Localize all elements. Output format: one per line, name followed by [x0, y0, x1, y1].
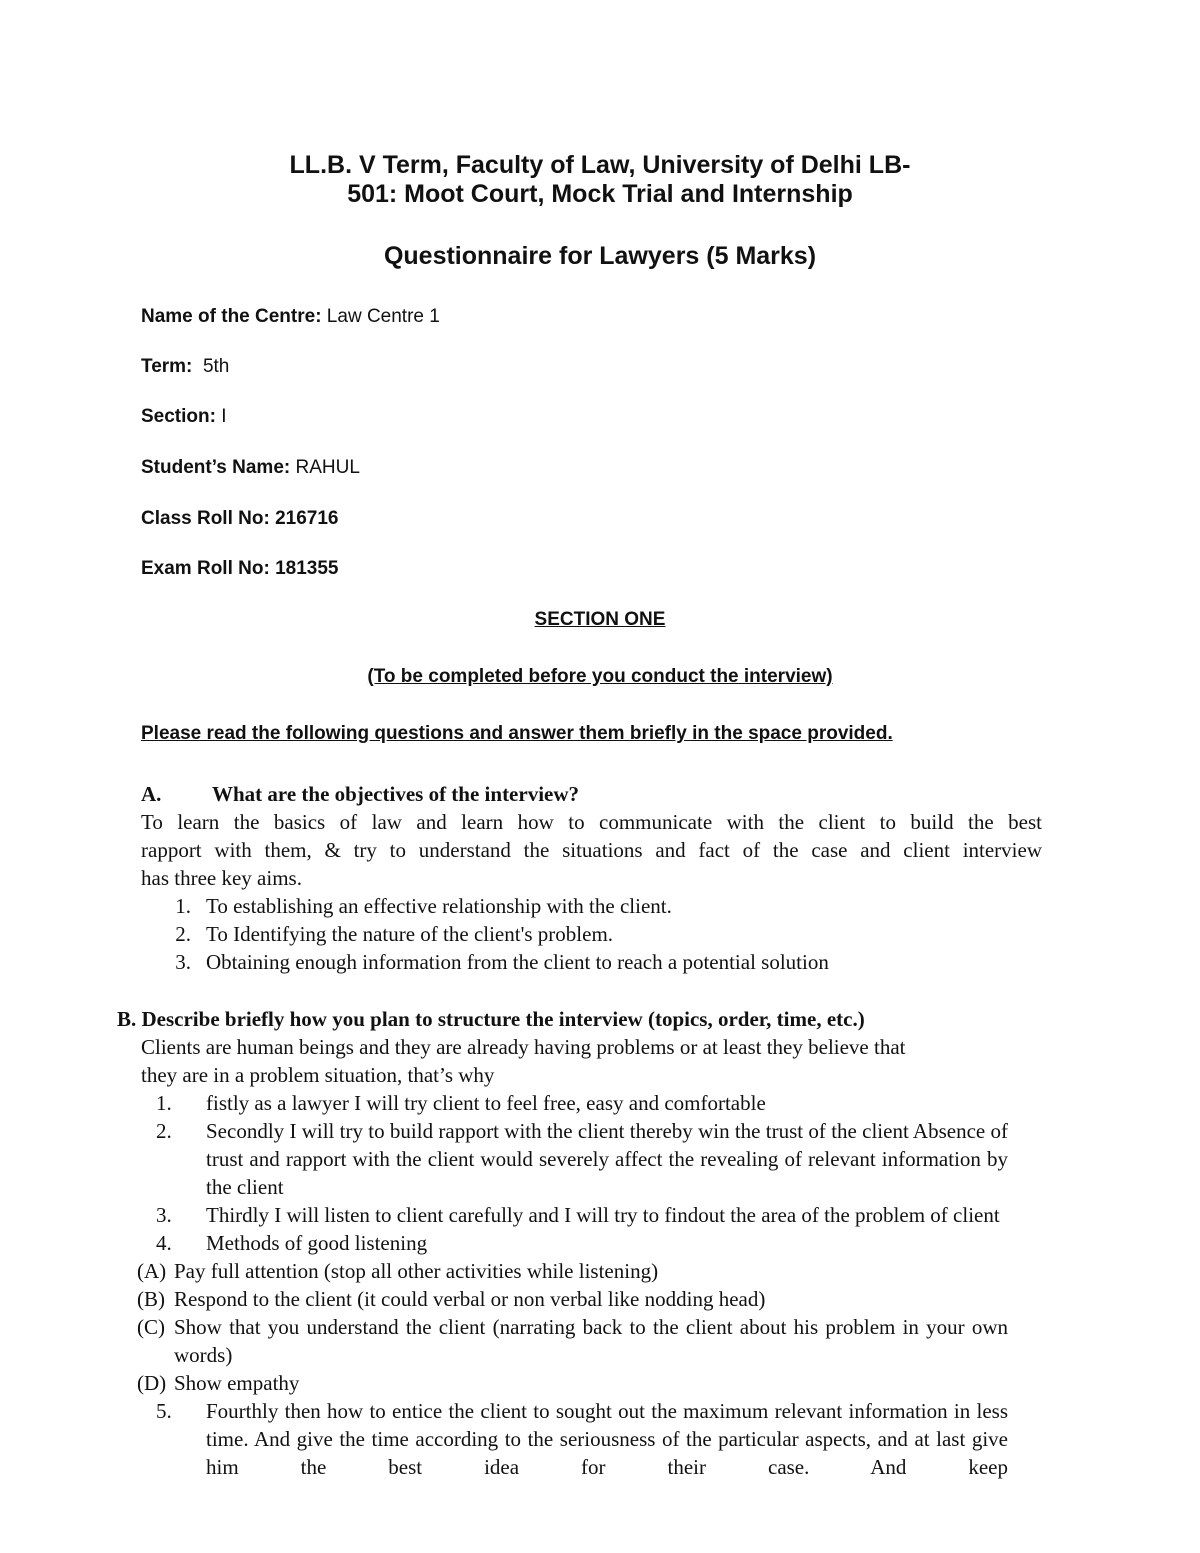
- student-name-value: RAHUL: [290, 457, 360, 478]
- list-item: [156, 920, 1042, 948]
- question-b-intro-line1: Clients are human beings and they are already having problems or at least they believe that: [141, 1035, 906, 1059]
- list-item-text: fistly as a lawyer I will try client to feel free, easy and comfortable: [206, 1091, 766, 1115]
- question-a-letter: A.: [141, 782, 162, 806]
- list-item-text: Methods of good listening: [206, 1231, 428, 1255]
- list-item-number: 4.: [156, 1231, 172, 1255]
- question-b-list: [137, 1089, 1008, 1481]
- list-item-number: 2.: [175, 922, 191, 946]
- document-subtitle: Questionnaire for Lawyers (5 Marks): [383, 242, 817, 270]
- centre-value: Law Centre 1: [321, 306, 440, 327]
- exam-roll-value: 181355: [275, 558, 339, 579]
- class-roll-label: Class Roll No:: [141, 508, 276, 529]
- list-item-number: 5.: [156, 1399, 172, 1423]
- list-item-text: Obtaining enough information from the client to reach a potential solution: [206, 950, 829, 974]
- list-item: [156, 948, 1042, 976]
- sub-list-item-number: (C): [137, 1315, 165, 1339]
- centre-label: Name of the Centre:: [141, 306, 322, 327]
- list-item: [156, 1229, 1008, 1257]
- exam-roll-label: Exam Roll No:: [141, 558, 276, 579]
- list-item: [156, 892, 1042, 920]
- class-roll-value: 216716: [275, 508, 339, 529]
- question-a-answer-line3: has three key aims.: [141, 866, 302, 890]
- centre-field: [141, 305, 440, 329]
- exam-roll-field: [141, 557, 338, 581]
- question-a-answer-line1: To learn the basics of law and learn how to communicate with the client to build the best: [141, 810, 1042, 834]
- sub-list-item: [137, 1285, 1008, 1313]
- list-item-text: Thirdly I will listen to client carefully and I will try to findout the area of the problem of client: [206, 1203, 1000, 1227]
- sub-list-item-text: Pay full attention (stop all other activities while listening): [174, 1259, 659, 1283]
- section-value: I: [215, 406, 227, 427]
- sub-list-item-text: Respond to the client (it could verbal or non verbal like nodding head): [174, 1287, 766, 1311]
- list-item-number: 3.: [175, 950, 191, 974]
- list-item-text: To establishing an effective relationship with the client.: [206, 894, 672, 918]
- list-item-number: 3.: [156, 1203, 172, 1227]
- list-item-text: Secondly I will try to build rapport with the client thereby win the trust of the client Absence of trust and rapport with the client would severely affect the revealing of relevant information by the client: [206, 1119, 1008, 1199]
- student-name-field: [141, 456, 360, 480]
- sub-list-item-text: Show empathy: [174, 1371, 300, 1395]
- term-field: [141, 355, 229, 379]
- question-a-list: [156, 892, 1042, 976]
- sub-list-item-text: Show that you understand the client (narrating back to the client about his problem in your own words): [174, 1315, 1008, 1367]
- section-label: Section:: [141, 406, 216, 427]
- sub-list-item: [137, 1313, 1008, 1369]
- list-item-number: 1.: [175, 894, 191, 918]
- document-title-line2: 501: Moot Court, Mock Trial and Internship: [347, 180, 853, 208]
- section-note: (To be completed before you conduct the interview): [367, 666, 833, 687]
- list-item: [156, 1089, 1008, 1117]
- list-item-text: Fourthly then how to entice the client to sought out the maximum relevant information in less time. And give the time according to the seriousness of the particular aspects, and at last give him the best idea for their case. And keep: [206, 1399, 1008, 1479]
- question-b-intro-line2: they are in a problem situation, that’s why: [141, 1063, 495, 1087]
- list-item: [156, 1201, 1008, 1229]
- class-roll-field: [141, 507, 338, 531]
- list-item-text: To Identifying the nature of the client's problem.: [206, 922, 614, 946]
- section-instruction: Please read the following questions and answer them briefly in the space provided.: [141, 723, 893, 744]
- term-label: Term:: [141, 356, 193, 377]
- list-item: [156, 1397, 1008, 1481]
- sub-list-item: [137, 1257, 1008, 1285]
- sub-list-item-number: (B): [137, 1287, 165, 1311]
- question-a-text: What are the objectives of the interview?: [212, 782, 580, 806]
- list-item: [156, 1117, 1008, 1201]
- document-title-line1: LL.B. V Term, Faculty of Law, University of Delhi LB-: [289, 151, 911, 179]
- question-b-text: B. Describe briefly how you plan to structure the interview (topics, order, time, etc.): [117, 1007, 865, 1031]
- section-field: [141, 405, 227, 429]
- sub-list-item: [137, 1369, 1008, 1397]
- term-value: 5th: [192, 356, 230, 377]
- sub-list-item-number: (A): [137, 1259, 167, 1283]
- section-heading: SECTION ONE: [534, 609, 666, 630]
- list-item-number: 2.: [156, 1119, 172, 1143]
- student-name-label: Student’s Name:: [141, 457, 291, 478]
- sub-list-item-number: (D): [137, 1371, 167, 1395]
- list-item-number: 1.: [156, 1091, 172, 1115]
- question-a-answer-line2: rapport with them, & try to understand the situations and fact of the case and client interview: [141, 838, 1042, 862]
